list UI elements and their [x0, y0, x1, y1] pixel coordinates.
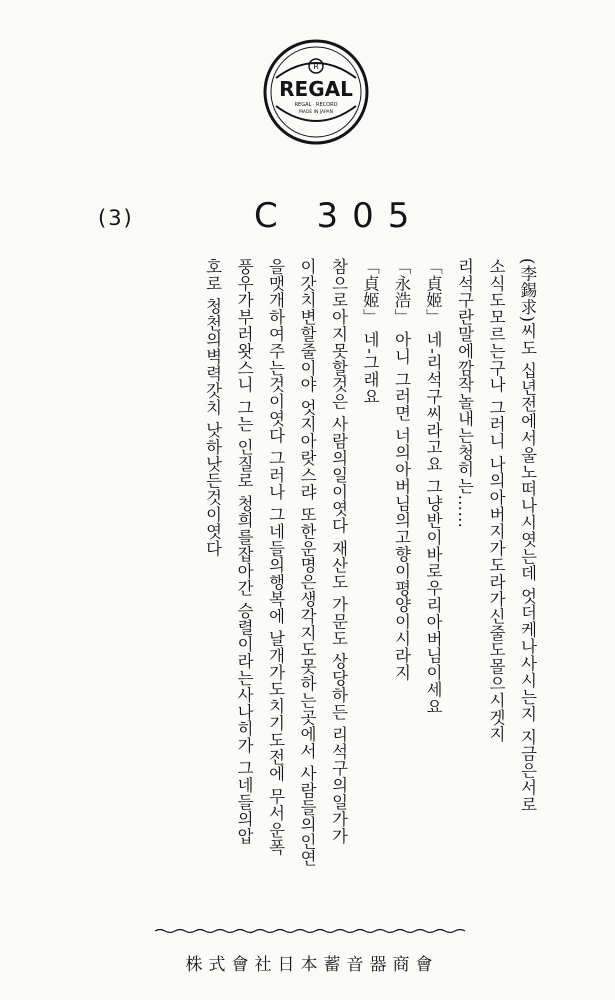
- vertical-text-body: [197, 258, 544, 898]
- text-column: 「永浩」 아니 그러면 너의아버님의고향이평양이시라지: [392, 258, 411, 681]
- text-column: 참으로아지못할것은 사람의일이엿다 재산도 가문도 상당하든 리석구의일가가: [329, 258, 348, 845]
- page-number: (3): [98, 206, 134, 230]
- text-column: 호로 청천의벽력갓치 낫하낫든것이엿다: [203, 258, 222, 557]
- text-column: 풍우가부러왓스니 그는 인질로 청희를잡아간 승렬이라는사나히가 그네들의압: [234, 258, 254, 845]
- catalog-number: C 305: [254, 196, 424, 236]
- text-column: 리석구란말에깜작놀내는청히는……: [455, 258, 474, 529]
- text-column: (李錫求)씨도 십년전에서울노떠나시엿는데 엇더케나사시는지 지금은서로: [518, 258, 537, 813]
- publisher-footer: 株式會社日本蓄音器商會: [185, 955, 439, 975]
- logo-sub-text-2: MADE IN JAPAN: [298, 110, 334, 115]
- text-column: 소식도모르는구나 그러니 나의아버지가도라가신줄도몰으시겟지: [486, 258, 506, 743]
- logo-brand-text: REGAL: [279, 77, 353, 101]
- decorative-wavy-rule: [155, 928, 465, 934]
- regal-label-logo: [262, 38, 370, 146]
- text-column: 「貞姬」 네-리석구씨라고요 그냥반이바로우리아버님이세요: [423, 258, 443, 715]
- text-column: 을맷개하여주는것이엿다 그러나 그네들의행복에 날개가도치기도전에 무서운폭: [266, 258, 285, 856]
- logo-sub-text-1: REGAL · RECORD: [294, 102, 338, 108]
- svg-text:R: R: [313, 62, 319, 71]
- text-column: 「貞姬」 네-그래요: [360, 258, 380, 405]
- text-column: 이갓치변할줄이야 엇지아랏스랴 또한운명은생각지도못하는곳에서 사람들의인연: [297, 258, 317, 867]
